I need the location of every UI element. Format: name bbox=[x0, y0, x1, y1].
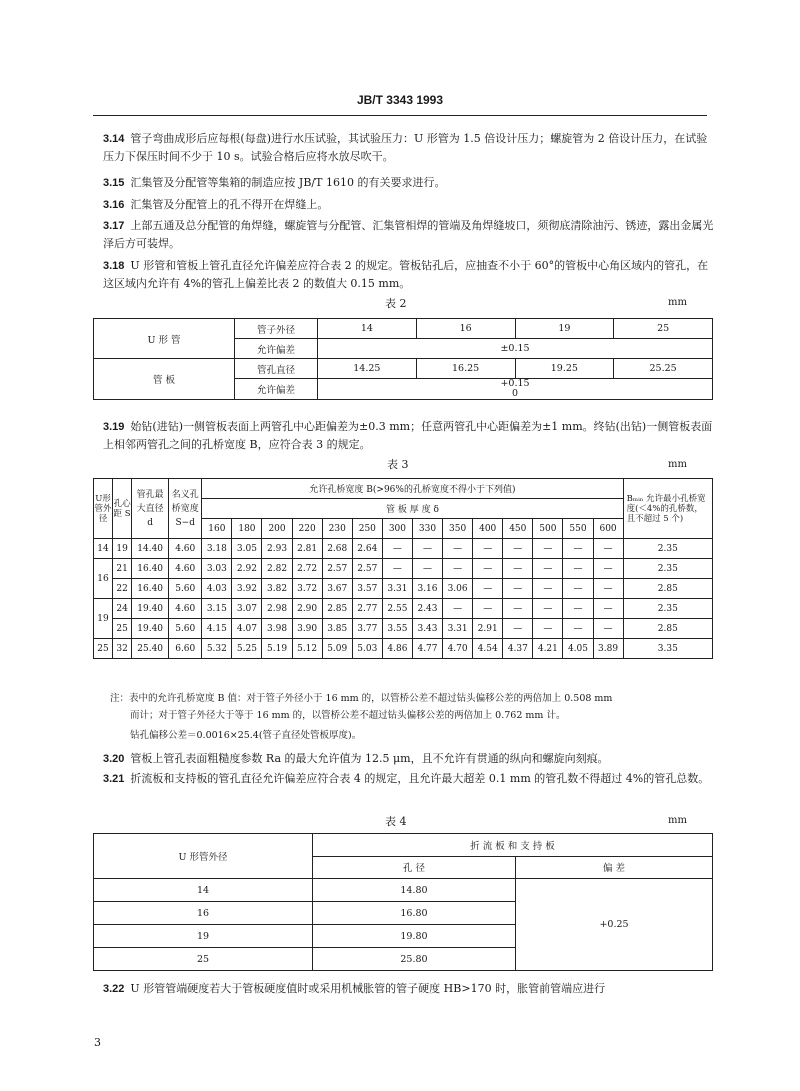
tolerance-lower: 0 bbox=[511, 388, 519, 399]
table-cell: — bbox=[412, 539, 442, 559]
thickness-header-cell: 180 bbox=[232, 519, 262, 539]
thickness-header-cell: 450 bbox=[503, 519, 533, 539]
table-cell: 3.90 bbox=[292, 619, 322, 639]
table3-note-1: 注：表中的允许孔桥宽度 B 值：对于管子外径小于 16 mm 的，以管桥公差不超过钻头偏移公差的两倍加上 0.508 mm bbox=[110, 693, 613, 704]
table-cell: 2.64 bbox=[352, 539, 382, 559]
header-text: 桥宽度 bbox=[171, 503, 199, 514]
table-cell: 19.40 bbox=[132, 619, 169, 639]
table-cell: 3.92 bbox=[232, 579, 262, 599]
table-cell: — bbox=[503, 579, 533, 599]
table-cell: 4.03 bbox=[202, 579, 232, 599]
clause-text: 管子弯曲成形后应每根(每盘)进行水压试验，其试验压力：U 形管为 1.5 倍设计压力；螺旋管为 2 倍设计压力，在试验压力下保压时间不少于 10 s。试验合格后应将水放尽吹干。 bbox=[103, 132, 708, 163]
table-cell: 2.68 bbox=[322, 539, 352, 559]
clause-text: 始钻(进钻)一侧管板表面上两管孔中心距偏差为±0.3 mm；任意两管孔中心距偏差为±1 mm。终钻(出钻)一侧管板表面上相邻两管孔之间的孔桥宽度 B，应符合表 3 的规定。 bbox=[103, 420, 713, 451]
header-u-diameter: U形管外径 bbox=[94, 479, 113, 539]
table-cell: 2.98 bbox=[262, 599, 292, 619]
table-cell: — bbox=[473, 559, 503, 579]
tolerance-label: 允许偏差 bbox=[235, 379, 318, 400]
tolerance-label: 允许偏差 bbox=[235, 339, 318, 359]
table-cell: 4.86 bbox=[382, 639, 412, 659]
clause-3-14 bbox=[103, 130, 718, 166]
table-cell: 3.82 bbox=[262, 579, 292, 599]
table-cell: 19.25 bbox=[515, 359, 614, 379]
table-cell: 5.60 bbox=[169, 579, 202, 599]
table-cell: 24 bbox=[113, 599, 132, 619]
table-cell: — bbox=[563, 619, 593, 639]
table-cell: — bbox=[443, 539, 473, 559]
thickness-header-cell: 550 bbox=[563, 519, 593, 539]
header-nominal-bridge bbox=[169, 479, 202, 539]
table-cell: 3.35 bbox=[623, 639, 712, 659]
table-cell: — bbox=[533, 539, 563, 559]
clause-3-20 bbox=[103, 750, 718, 768]
table-cell: 19 bbox=[94, 925, 313, 948]
table-cell: — bbox=[503, 619, 533, 639]
table-cell: 4.60 bbox=[169, 539, 202, 559]
header-allowed-bridge: 允许孔桥宽度 B(>96%的孔桥宽度不得小于下列值) bbox=[202, 479, 623, 499]
table-cell: 3.77 bbox=[352, 619, 382, 639]
table-cell: 14.40 bbox=[132, 539, 169, 559]
table-cell: — bbox=[473, 539, 503, 559]
table-cell: 2.81 bbox=[292, 539, 322, 559]
table2-unit: mm bbox=[668, 297, 687, 308]
header-max-hole bbox=[132, 479, 169, 539]
clause-3-15 bbox=[103, 174, 718, 192]
table4-unit: mm bbox=[668, 815, 687, 826]
table-cell: 22 bbox=[113, 579, 132, 599]
page-header: JB/T 3343 1993 bbox=[356, 93, 444, 107]
table-cell: 2.92 bbox=[232, 559, 262, 579]
table-cell: — bbox=[563, 599, 593, 619]
table3-note-2: 而计；对于管子外径大于等于 16 mm 的，以管桥公差不超过钻头偏移公差的两倍加上 0.762 mm 计。 bbox=[130, 710, 566, 721]
table-cell: — bbox=[533, 599, 563, 619]
clause-3-18 bbox=[103, 257, 718, 293]
table-cell: 14 bbox=[318, 319, 417, 339]
table-cell: 25 bbox=[614, 319, 713, 339]
table-cell: — bbox=[593, 539, 623, 559]
table-cell: — bbox=[533, 579, 563, 599]
clause-text: U 形管管端硬度若大于管板硬度值时或采用机械胀管的管子硬度 HB>170 时，胀管前管端应进行 bbox=[130, 982, 606, 995]
clause-3-17 bbox=[103, 217, 718, 253]
table-cell: 4.70 bbox=[443, 639, 473, 659]
header-u-diameter: U 形管外径 bbox=[94, 834, 313, 879]
header-bmin: Bₘᵢₙ 允许最小孔桥宽度(＜4%的孔桥数，且不超过 5 个) bbox=[623, 479, 712, 539]
table-cell: 2.85 bbox=[623, 579, 712, 599]
table-cell: 4.07 bbox=[232, 619, 262, 639]
clause-text: 汇集管及分配管等集箱的制造应按 JB/T 1610 的有关要求进行。 bbox=[130, 176, 446, 189]
table-4 bbox=[93, 833, 713, 971]
table-cell: — bbox=[563, 539, 593, 559]
table-cell: 3.15 bbox=[202, 599, 232, 619]
thickness-header-cell: 400 bbox=[473, 519, 503, 539]
clause-number: 3.21 bbox=[103, 773, 125, 785]
table-cell: 2.35 bbox=[623, 599, 712, 619]
table-cell: — bbox=[503, 559, 533, 579]
table-cell: 25.40 bbox=[132, 639, 169, 659]
table-cell: — bbox=[503, 599, 533, 619]
clause-number: 3.19 bbox=[103, 421, 125, 433]
table-cell: 4.54 bbox=[473, 639, 503, 659]
table-cell: 3.57 bbox=[352, 579, 382, 599]
thickness-header-cell: 250 bbox=[352, 519, 382, 539]
table-cell: 21 bbox=[113, 559, 132, 579]
table-cell: 16 bbox=[94, 559, 113, 599]
thickness-header-cell: 350 bbox=[443, 519, 473, 539]
table-cell: — bbox=[503, 539, 533, 559]
table-cell: 25 bbox=[94, 948, 313, 971]
table-cell: 2.57 bbox=[352, 559, 382, 579]
table-cell: 6.60 bbox=[169, 639, 202, 659]
thickness-header-cell: 160 bbox=[202, 519, 232, 539]
clause-number: 3.20 bbox=[103, 753, 125, 765]
thickness-header-cell: 600 bbox=[593, 519, 623, 539]
table-cell: 5.32 bbox=[202, 639, 232, 659]
table-row bbox=[94, 559, 713, 579]
clause-text: 管板上管孔表面粗糙度参数 Ra 的最大允许值为 12.5 μm，且不允许有贯通的纵向和螺旋向刻痕。 bbox=[130, 752, 609, 765]
table-cell: 2.35 bbox=[623, 539, 712, 559]
table-cell: — bbox=[533, 619, 563, 639]
table-2 bbox=[93, 318, 713, 400]
table-cell: 5.12 bbox=[292, 639, 322, 659]
thickness-header-cell: 330 bbox=[412, 519, 442, 539]
tolerance-upper: +0.15 bbox=[500, 378, 530, 389]
table-cell: — bbox=[593, 559, 623, 579]
table-row bbox=[94, 599, 713, 619]
table-cell: 3.03 bbox=[202, 559, 232, 579]
tube-plate-label: 管 板 bbox=[94, 359, 235, 400]
thickness-header-cell: 500 bbox=[533, 519, 563, 539]
table-cell: 3.31 bbox=[382, 579, 412, 599]
table-cell: 3.05 bbox=[232, 539, 262, 559]
clause-number: 3.22 bbox=[103, 983, 125, 995]
table-row bbox=[94, 579, 713, 599]
clause-number: 3.18 bbox=[103, 260, 125, 272]
header-text: 管孔最 bbox=[136, 489, 164, 500]
header-baffle-support: 折 流 板 和 支 持 板 bbox=[313, 834, 713, 857]
table-cell: — bbox=[593, 599, 623, 619]
header-hole-diameter: 孔 径 bbox=[313, 856, 516, 879]
table-cell: 14.25 bbox=[318, 359, 417, 379]
thickness-header-cell: 220 bbox=[292, 519, 322, 539]
table-cell: 3.98 bbox=[262, 619, 292, 639]
table-cell: 2.82 bbox=[262, 559, 292, 579]
table-cell: 5.19 bbox=[262, 639, 292, 659]
thickness-header-cell: 300 bbox=[382, 519, 412, 539]
outer-diameter-label: 管子外径 bbox=[235, 319, 318, 339]
table-cell: 16.40 bbox=[132, 559, 169, 579]
table-cell: 25.80 bbox=[313, 948, 516, 971]
table-cell: 19.40 bbox=[132, 599, 169, 619]
table-cell: 4.05 bbox=[563, 639, 593, 659]
clause-3-19 bbox=[103, 418, 718, 454]
table-cell: 3.16 bbox=[412, 579, 442, 599]
table-cell: 2.90 bbox=[292, 599, 322, 619]
clause-3-21 bbox=[103, 770, 718, 788]
table-cell: 16.25 bbox=[416, 359, 515, 379]
table3-note-3: 钻孔偏移公差＝0.0016×25.4(管子直径处管板厚度)。 bbox=[130, 730, 362, 741]
header-text: S−d bbox=[175, 517, 195, 528]
hole-diameter-label: 管孔直径 bbox=[235, 359, 318, 379]
clause-text: 折流板和支持板的管孔直径允许偏差应符合表 4 的规定，且允许最大超差 0.1 mm 的管孔数不得超过 4%的管孔总数。 bbox=[130, 772, 710, 785]
table-cell: 3.72 bbox=[292, 579, 322, 599]
table-cell: 16.40 bbox=[132, 579, 169, 599]
table-cell: 19 bbox=[515, 319, 614, 339]
table-cell: — bbox=[382, 559, 412, 579]
table-cell: 5.25 bbox=[232, 639, 262, 659]
header-text: 名义孔 bbox=[171, 489, 199, 500]
table-cell: — bbox=[443, 599, 473, 619]
table-row bbox=[94, 539, 713, 559]
table-cell: 25 bbox=[94, 639, 113, 659]
table-cell: 16 bbox=[94, 902, 313, 925]
table-cell: 5.60 bbox=[169, 619, 202, 639]
table-cell: 16 bbox=[416, 319, 515, 339]
table-row bbox=[94, 619, 713, 639]
table-cell: 2.85 bbox=[623, 619, 712, 639]
table-cell: 2.57 bbox=[322, 559, 352, 579]
table-cell: 19 bbox=[113, 539, 132, 559]
table-cell bbox=[318, 379, 713, 400]
header-deviation: 偏 差 bbox=[516, 856, 713, 879]
table-cell: 19.80 bbox=[313, 925, 516, 948]
table3-unit: mm bbox=[668, 459, 687, 470]
table-cell: 2.35 bbox=[623, 559, 712, 579]
table-cell: 2.85 bbox=[322, 599, 352, 619]
table-cell: 5.03 bbox=[352, 639, 382, 659]
table-cell: — bbox=[563, 559, 593, 579]
u-tube-label: U 形 管 bbox=[94, 319, 235, 359]
table-cell: 3.67 bbox=[322, 579, 352, 599]
table-cell: — bbox=[443, 559, 473, 579]
table-cell: 25 bbox=[113, 619, 132, 639]
clause-text: 汇集管及分配管上的孔不得开在焊缝上。 bbox=[130, 198, 329, 211]
table-cell: 4.21 bbox=[533, 639, 563, 659]
table-cell: 4.60 bbox=[169, 599, 202, 619]
table3-body bbox=[94, 539, 713, 659]
table-cell: 3.07 bbox=[232, 599, 262, 619]
clause-number: 3.17 bbox=[103, 220, 125, 232]
table-cell: — bbox=[382, 539, 412, 559]
table-cell: 4.37 bbox=[503, 639, 533, 659]
table-cell: — bbox=[473, 579, 503, 599]
table2-caption: 表 2 bbox=[385, 297, 407, 310]
table-cell: 16.80 bbox=[313, 902, 516, 925]
header-pitch: 孔心距 S bbox=[113, 479, 132, 539]
table-cell: 4.77 bbox=[412, 639, 442, 659]
clause-text: U 形管和管板上管孔直径允许偏差应符合表 2 的规定。管板钻孔后，应抽查不小于 60°的管板中心角区域内的管孔，在这区域内允许有 4%的管孔上偏差比表 2 的数值大 0.15 mm。 bbox=[103, 259, 709, 290]
table4-caption: 表 4 bbox=[385, 815, 407, 828]
header-plate-thickness: 管 板 厚 度 δ bbox=[202, 499, 623, 519]
table-cell: 2.93 bbox=[262, 539, 292, 559]
table-cell: 3.55 bbox=[382, 619, 412, 639]
table-cell: 3.89 bbox=[593, 639, 623, 659]
clause-3-16 bbox=[103, 196, 718, 214]
thickness-header-cell: 230 bbox=[322, 519, 352, 539]
table-cell: — bbox=[593, 579, 623, 599]
table-cell: 3.31 bbox=[443, 619, 473, 639]
table-cell: 2.55 bbox=[382, 599, 412, 619]
table-cell: 3.43 bbox=[412, 619, 442, 639]
header-rule bbox=[93, 115, 707, 116]
clause-3-22 bbox=[103, 980, 718, 998]
deviation-value: +0.25 bbox=[516, 879, 713, 971]
header-text: d bbox=[147, 517, 154, 528]
table-cell: 14.80 bbox=[313, 879, 516, 902]
thickness-header-cell: 200 bbox=[262, 519, 292, 539]
table-cell: 14 bbox=[94, 539, 113, 559]
table-cell: — bbox=[473, 599, 503, 619]
table-row bbox=[94, 639, 713, 659]
table-cell: 2.91 bbox=[473, 619, 503, 639]
table-cell: 2.43 bbox=[412, 599, 442, 619]
table-cell: 4.60 bbox=[169, 559, 202, 579]
table-cell: 25.25 bbox=[614, 359, 713, 379]
table-cell: 5.09 bbox=[322, 639, 352, 659]
table-cell: ±0.15 bbox=[318, 339, 713, 359]
clause-number: 3.15 bbox=[103, 177, 125, 189]
page-number: 3 bbox=[94, 1036, 101, 1049]
table-cell: 3.18 bbox=[202, 539, 232, 559]
table-cell: — bbox=[533, 559, 563, 579]
table-cell: 14 bbox=[94, 879, 313, 902]
clause-text: 上部五通及总分配管的角焊缝，螺旋管与分配管、汇集管相焊的管端及角焊缝坡口，须彻底清除油污、锈迹，露出金属光泽后方可装焊。 bbox=[103, 219, 714, 250]
table-cell: 32 bbox=[113, 639, 132, 659]
table-cell: 3.85 bbox=[322, 619, 352, 639]
table-cell: — bbox=[412, 559, 442, 579]
clause-number: 3.16 bbox=[103, 199, 125, 211]
table-cell: — bbox=[563, 579, 593, 599]
header-text: 大直径 bbox=[136, 503, 164, 514]
table-cell: 4.15 bbox=[202, 619, 232, 639]
clause-number: 3.14 bbox=[103, 133, 125, 145]
table-3 bbox=[93, 478, 713, 659]
table-cell: 3.06 bbox=[443, 579, 473, 599]
table-cell: 2.77 bbox=[352, 599, 382, 619]
table3-caption: 表 3 bbox=[387, 458, 409, 471]
table-cell: 19 bbox=[94, 599, 113, 639]
table-cell: — bbox=[593, 619, 623, 639]
table-cell: 2.72 bbox=[292, 559, 322, 579]
